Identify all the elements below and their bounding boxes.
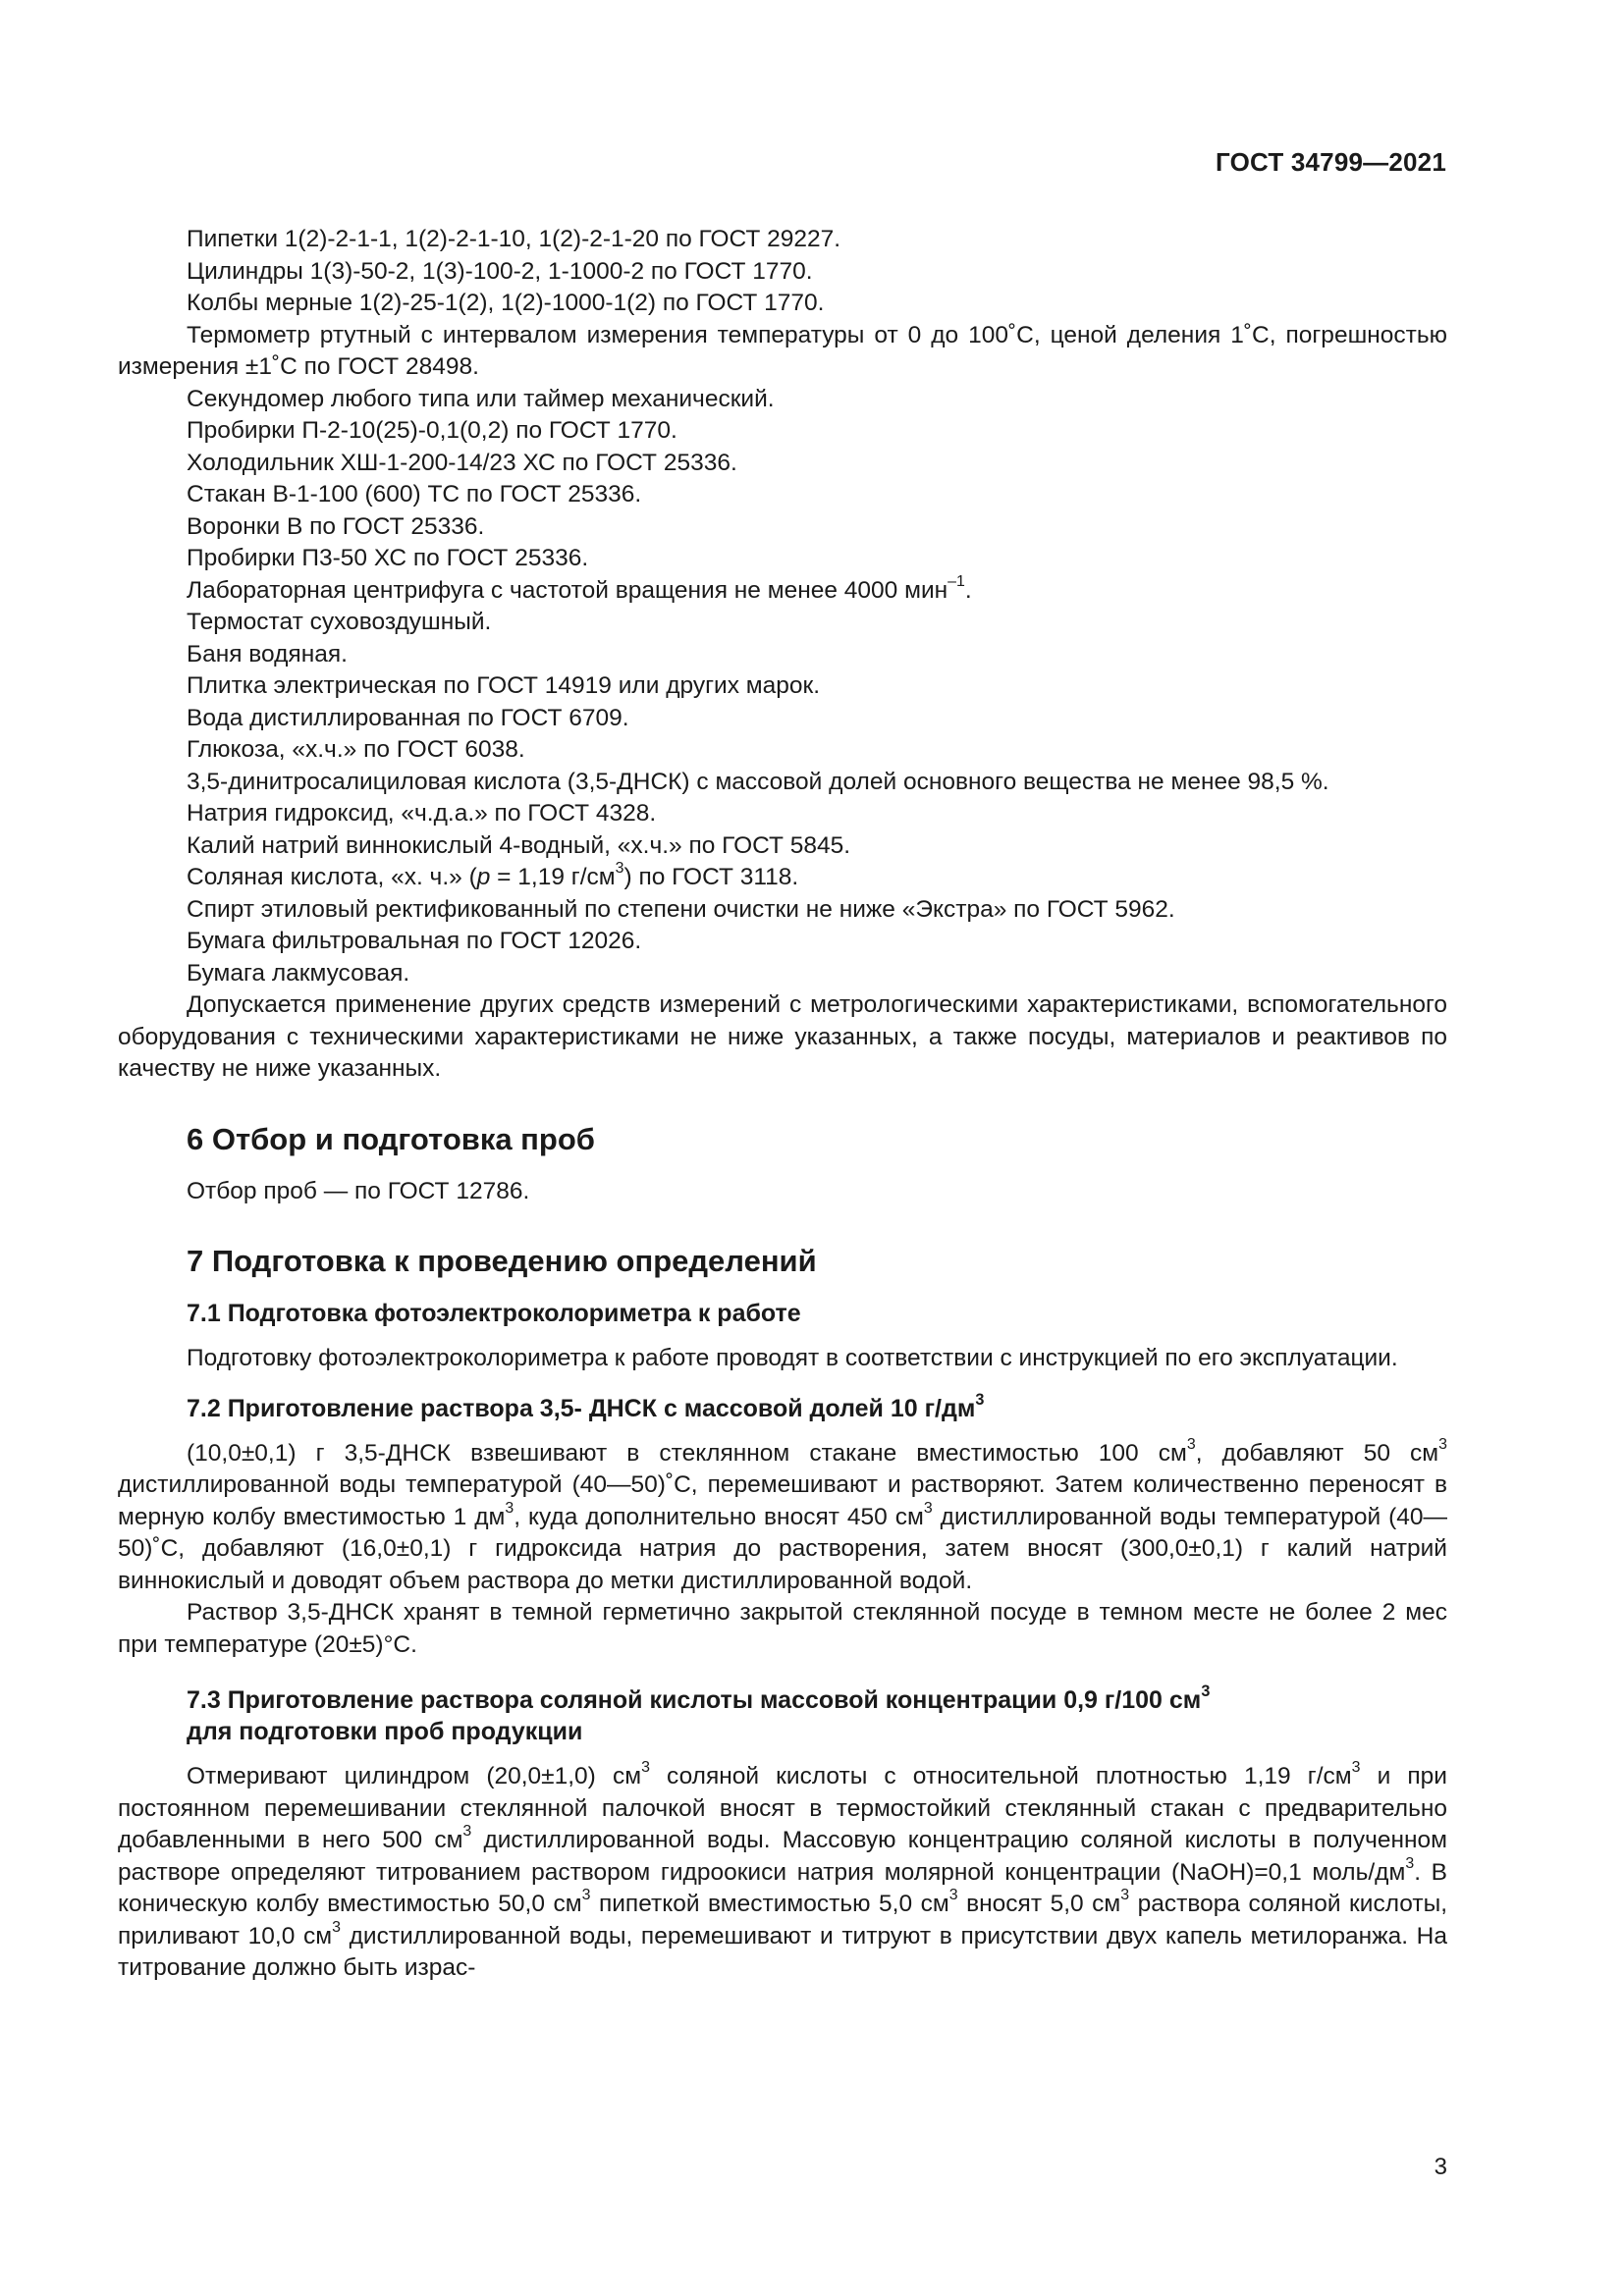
section-7-3-heading: 7.3 Приготовление раствора соляной кислоты массовой концентрации 0,9 г/100 $см^3$ для подготовки проб продукции (187, 1682, 1211, 1745)
list-item: Пробирки П-2-10(25)-0,1(0,2) по ГОСТ 1770. (187, 417, 677, 444)
list-item: Баня водяная. (187, 640, 348, 667)
list-item-hcl: Соляная кислота, «х. ч.» (р = 1,19 $г/см^3$) по ГОСТ 3118. (187, 860, 799, 890)
equipment-list (118, 224, 1447, 1086)
list-item: Спирт этиловый ректификованный по степени очистки не ниже «Экстра» по ГОСТ 5962. (187, 895, 1175, 923)
list-item-centrifuge: Лабораторная центрифуга с частотой вращения не менее 4000 мин$^{-1}$. (187, 572, 972, 604)
list-item: Калий натрий виннокислый 4-водный, «х.ч.» по ГОСТ 5845. (187, 831, 851, 859)
page-content (118, 224, 1447, 1985)
document-code-header: ГОСТ 34799—2021 (1216, 147, 1446, 177)
list-item: Секундомер любого типа или таймер механический. (187, 385, 775, 412)
list-item: Воронки В по ГОСТ 25336. (187, 512, 485, 540)
section-7-2-paragraph-1: (10,0±0,1) г 3,5-ДНСК взвешивают в стеклянном стакане вместимостью 100 $см^3$, добавляют 50 $см^3$ дистиллированной воды температурой (40—50)˚С, перемешивают и растворяют. Затем количественно переносят в мерную колбу вместимостью 1 $дм^3$, куда дополнительно вносят 450 $см^3$ дистиллированной воды температурой (40—50)˚С, добавляют (16,0±0,1) г гидроксида натрия до растворения, затем вносят (300,0±0,1) г калий натрий виннокислый и доводят объем раствора до метки дистиллированной водой. (118, 1435, 1447, 1594)
list-item: Бумага лакмусовая. (187, 959, 410, 987)
list-item: Стакан В-1-100 (600) ТС по ГОСТ 25336. (187, 481, 642, 507)
list-item: Натрия гидроксид, «ч.д.а.» по ГОСТ 4328. (187, 800, 657, 827)
list-item: Вода дистиллированная по ГОСТ 6709. (187, 704, 629, 731)
list-item: Пипетки 1(2)-2-1-1, 1(2)-2-1-10, 1(2)-2-1-20 по ГОСТ 29227. (187, 226, 841, 252)
section-7-1-text: Подготовку фотоэлектроколориметра к работе проводят в соответствии с инструкцией по его эксплуатации. (187, 1345, 1398, 1371)
section-6-text: Отбор проб — по ГОСТ 12786. (187, 1177, 530, 1204)
section-6-heading: 6 Отбор и подготовка проб (187, 1121, 595, 1156)
list-item: Холодильник ХШ-1-200-14/23 ХС по ГОСТ 25336. (187, 449, 737, 476)
list-item: Пробирки П3-50 ХС по ГОСТ 25336. (187, 545, 589, 571)
list-item: Глюкоза, «х.ч.» по ГОСТ 6038. (187, 736, 525, 763)
thermometer-paragraph: Термометр ртутный с интервалом измерения температуры от 0 до 100˚С, ценой деления 1˚С, погрешностью измерения ±1˚С по ГОСТ 28498. (118, 321, 1447, 380)
list-item: Плитка электрическая по ГОСТ 14919 или других марок. (187, 672, 821, 699)
section-7-2-heading: 7.2 Приготовление раствора 3,5- ДНСК с массовой долей 10 $г/дм^3$ (187, 1390, 985, 1422)
section-7-1-heading: 7.1 Подготовка фотоэлектроколориметра к работе (187, 1300, 801, 1327)
section-7-3-paragraph-1: Отмеривают цилиндром (20,0±1,0) $см^3$ соляной кислоты с относительной плотностью 1,19 $г/см^3$ и при постоянном перемешивании стеклянной палочкой вносят в термостойкий стеклянный стакан с предварительно добавленными в него 500 $см^3$ дистиллированной воды. Массовую концентрацию соляной кислоты в полученном растворе определяют титрованием раствором гидроокиси натрия молярной концентрации (NaOH)=0,1 моль/$дм^3$. В коническую колбу вместимостью 50,0 $см^3$ пипеткой вместимостью 5,0 $см^3$ вносят 5,0 $см^3$ раствора соляной кислоты, приливают 10,0 $см^3$ дистиллированной воды, перемешивают и титруют в присутствии двух капель метилоранжа. На титрование должно быть израс- (118, 1759, 1448, 1981)
list-item: Колбы мерные 1(2)-25-1(2), 1(2)-1000-1(2) по ГОСТ 1770. (187, 290, 825, 316)
list-item: Термостат суховоздушный. (187, 609, 492, 635)
list-item: 3,5-динитросалициловая кислота (3,5-ДНСК) с массовой долей основного вещества не менее 98,5 %. (187, 768, 1329, 795)
allowance-paragraph: Допускается применение других средств измерений с метрологическими характеристиками, вспомогательного оборудования с техническими характеристиками не ниже указанных, а также посуды, материалов и реактивов по качеству не ниже указанных. (118, 991, 1447, 1082)
section-7-2-paragraph-2: Раствор 3,5-ДНСК хранят в темной герметично закрытой стеклянной посуде в темном месте не более 2 мес при температуре (20±5)°С. (118, 1599, 1447, 1658)
list-item: Бумага фильтровальная по ГОСТ 12026. (187, 928, 642, 954)
list-item: Цилиндры 1(3)-50-2, 1(3)-100-2, 1-1000-2 по ГОСТ 1770. (187, 257, 813, 285)
section-7-heading: 7 Подготовка к проведению определений (187, 1244, 817, 1278)
page-number: 3 (1434, 2154, 1447, 2180)
